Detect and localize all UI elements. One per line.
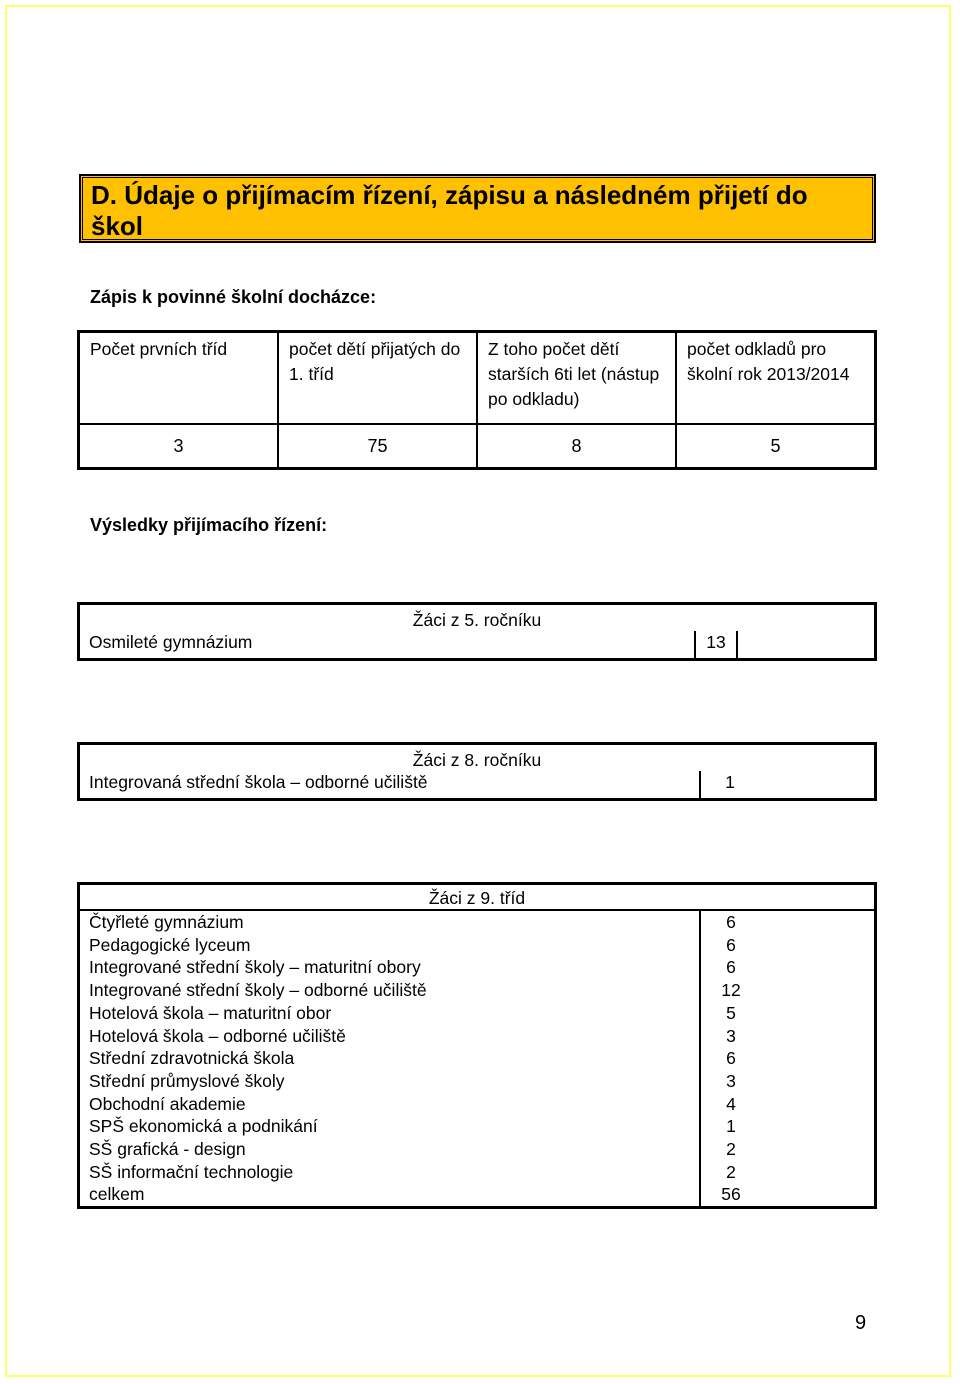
grade9-header-row: [79, 884, 876, 911]
student-count: 6: [700, 1047, 761, 1070]
table-row: [79, 1138, 876, 1161]
table-row: [79, 1025, 876, 1048]
section-heading-text: D. Údaje o přijímacím řízení, zápisu a následném přijetí do škol: [91, 180, 808, 241]
table-row: [79, 956, 876, 979]
student-count: 2: [700, 1161, 761, 1184]
grade9-table: [77, 882, 877, 1209]
grade8-header: Žáci z 8. ročníku: [412, 750, 542, 770]
empty-cell: [737, 631, 876, 660]
grade5-header: Žáci z 5. ročníku: [412, 610, 542, 630]
enrollment-table: [77, 330, 877, 470]
enrollment-value: 75: [278, 424, 477, 469]
student-count: 1: [700, 771, 759, 800]
section-heading: [79, 174, 876, 243]
student-count: 1: [700, 1115, 761, 1138]
school-name: Integrovaná střední škola – odborné učiliště: [89, 772, 428, 792]
student-count: 3: [700, 1025, 761, 1048]
student-count: 6: [700, 956, 761, 979]
empty-cell: [761, 934, 876, 957]
enrollment-value: 5: [676, 424, 876, 469]
grade8-header-row: [79, 744, 876, 772]
school-name: Integrované střední školy – odborné učiliště: [89, 980, 427, 1001]
grade5-header-row: [79, 604, 876, 632]
empty-cell: [761, 979, 876, 1002]
page-number: 9: [855, 1312, 867, 1334]
empty-cell: [761, 1183, 876, 1207]
enrollment-header-row: [79, 332, 876, 425]
table-row: [79, 1047, 876, 1070]
grade8-table: [77, 742, 877, 801]
school-name: SPŠ ekonomická a podnikání: [89, 1116, 318, 1137]
table-row: [79, 934, 876, 957]
student-count: 5: [700, 1002, 761, 1025]
empty-cell: [759, 771, 876, 800]
empty-cell: [761, 1161, 876, 1184]
school-name: Střední zdravotnická škola: [89, 1048, 295, 1069]
school-name: SŠ informační technologie: [89, 1161, 294, 1182]
school-name: SŠ grafická - design: [89, 1139, 246, 1160]
school-name: Pedagogické lyceum: [89, 934, 251, 955]
table-row: [79, 631, 876, 660]
student-count: 4: [700, 1093, 761, 1116]
school-name: Osmileté gymnázium: [89, 632, 253, 652]
student-count: 6: [700, 934, 761, 957]
admissions-title: Výsledky přijímacího řízení:: [90, 515, 328, 535]
table-row: [79, 771, 876, 800]
school-name: Hotelová škola – maturitní obor: [89, 1002, 332, 1023]
student-count: 3: [700, 1070, 761, 1093]
empty-cell: [761, 1070, 876, 1093]
school-name: Čtyřleté gymnázium: [89, 912, 244, 932]
table-row: [79, 1161, 876, 1184]
grade9-rows: [79, 910, 876, 1208]
empty-cell: [761, 1093, 876, 1116]
school-name: celkem: [89, 1184, 145, 1205]
empty-cell: [761, 956, 876, 979]
school-name: Hotelová škola – odborné učiliště: [89, 1025, 346, 1046]
school-name: Střední průmyslové školy: [89, 1070, 285, 1091]
student-count: 2: [700, 1138, 761, 1161]
table-row: [79, 1093, 876, 1116]
grade5-table: [77, 602, 877, 661]
empty-cell: [761, 1025, 876, 1048]
empty-cell: [761, 1047, 876, 1070]
enrollment-col-header: Z toho počet dětí starších 6ti let (nástup po odkladu): [477, 332, 676, 425]
empty-cell: [761, 1115, 876, 1138]
table-row: [79, 1115, 876, 1138]
table-row: [79, 910, 876, 934]
empty-cell: [761, 1138, 876, 1161]
table-row: [79, 1002, 876, 1025]
grade9-header: Žáci z 9. tříd: [79, 884, 876, 911]
student-count: 6: [700, 910, 761, 934]
table-row: [79, 1070, 876, 1093]
student-count: 12: [700, 979, 761, 1002]
school-name: Obchodní akademie: [89, 1093, 246, 1114]
empty-cell: [761, 1002, 876, 1025]
student-count: 56: [700, 1183, 761, 1207]
enrollment-title: Zápis k povinné školní docházce:: [90, 287, 377, 307]
empty-cell: [761, 910, 876, 934]
table-row: [79, 1183, 876, 1207]
school-name: Integrované střední školy – maturitní obory: [89, 957, 421, 978]
enrollment-value: 3: [79, 424, 279, 469]
table-row: [79, 979, 876, 1002]
enrollment-values-row: [79, 424, 876, 469]
enrollment-col-header: počet dětí přijatých do 1. tříd: [278, 332, 477, 425]
enrollment-col-header: Počet prvních tříd: [79, 332, 279, 425]
enrollment-col-header: počet odkladů pro školní rok 2013/2014: [676, 332, 876, 425]
student-count: 13: [695, 631, 737, 660]
enrollment-value: 8: [477, 424, 676, 469]
